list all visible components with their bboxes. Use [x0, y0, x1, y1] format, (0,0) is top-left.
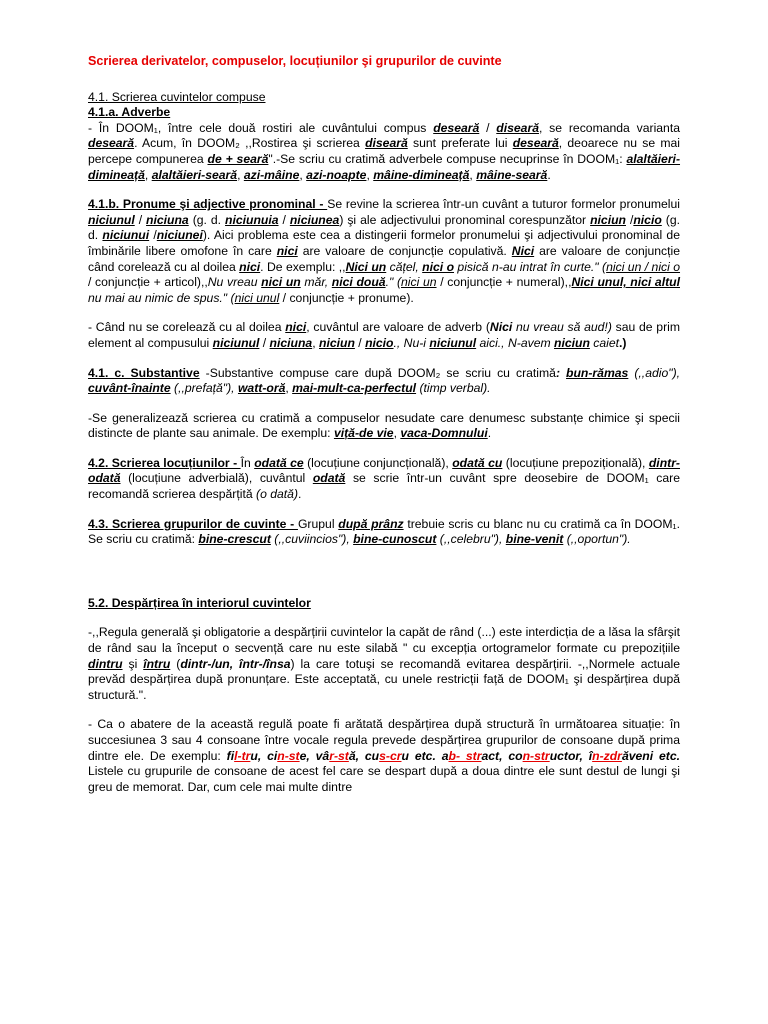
- text-span: sunt preferate lui: [407, 136, 513, 151]
- text-span: ,: [237, 167, 244, 182]
- text-span: n-st: [277, 748, 300, 763]
- text-span: - Când nu se corelează cu al doilea: [88, 320, 286, 335]
- text-span: (o dată): [256, 487, 299, 502]
- text-span: niciunuia: [225, 212, 279, 227]
- text-span: (locuțiune adverbială), cuvântul: [120, 471, 313, 486]
- text-span: Nici un: [345, 259, 387, 274]
- text-span: Grupul: [297, 516, 339, 531]
- text-span: măr,: [300, 275, 332, 290]
- text-span: dintru: [88, 656, 123, 671]
- text-span: azi-noapte: [306, 167, 367, 182]
- text-span: diseară: [365, 136, 408, 151]
- text-span: Se revine la scrierea într-un cuvânt a tuturor formelor pronumelui: [327, 197, 680, 212]
- section-heading-4-1: [88, 90, 680, 106]
- subsection-heading-4-1-b: 4.1.b. Pronume şi adjective pronominal -: [88, 197, 328, 212]
- text-span: (,,oportun").: [563, 532, 631, 547]
- text-span: nu vreau să aud!): [512, 320, 612, 335]
- text-span: -Substantive compuse care după DOOM₂ se scriu cu cratimă: [199, 365, 556, 380]
- text-span: niciuna: [146, 212, 189, 227]
- text-span: (,,adio"),: [628, 365, 681, 380]
- text-span: niciunul: [88, 212, 135, 227]
- subsection-heading-text: 4.1.a. Adverbe: [88, 105, 171, 120]
- text-span: .: [298, 487, 302, 502]
- text-span: viță-de vie: [333, 426, 394, 441]
- text-span: cu: [364, 748, 380, 763]
- text-span: n-zdr: [592, 748, 622, 763]
- paragraph-adverb-nici: [88, 320, 680, 351]
- text-span: /: [134, 212, 147, 227]
- text-span: niciunea: [289, 212, 340, 227]
- text-span: niciuna: [269, 335, 313, 350]
- text-span: odată: [312, 471, 346, 486]
- text-span: ă: [348, 748, 356, 763]
- text-span: vâ: [315, 748, 330, 763]
- text-span: bine-venit: [505, 532, 564, 547]
- text-span: ). Aici problema este cea a distingerii formelor pronumelui şi adjectivului pronominal de îmbinările libere omofone în care: [88, 228, 680, 258]
- text-span: / conjuncție + articol),,: [88, 275, 208, 290]
- text-span: dintr-/un, într-/însa: [180, 656, 291, 671]
- text-span: deseară: [512, 136, 559, 151]
- text-span: Listele cu grupurile de consoane de acest fel care se despart după a doua dintre ele sunt destul de lungi şi greu de memorat. Dar, cum cele mai multe dintre: [88, 764, 680, 794]
- text-span: etc.: [653, 748, 680, 763]
- text-span: ) la care totuşi se recomandă evitarea despărțirii. -,,Normele actuale prevăd despărțirea după pronunțare. Este acceptată, cu unele restricții față de DOOM₁ şi despărțirea după structură.".: [88, 656, 680, 702]
- text-span: cățel,: [386, 259, 423, 274]
- text-span: are valoare de conjuncție când corelează cu al doilea: [88, 243, 680, 274]
- text-span: . De exemplu: ,,: [260, 259, 346, 274]
- text-span: niciunul: [212, 335, 260, 350]
- text-span: ) şi ale adjectivului pronominal corespunzător: [339, 212, 591, 227]
- text-span: ,: [144, 167, 152, 182]
- text-span: mâine-dimineață: [373, 167, 470, 182]
- section-heading-text: 4.1. Scrierea cuvintelor compuse: [88, 89, 266, 104]
- subsection-heading-4-1-c: 4.1. c. Substantive: [88, 365, 200, 380]
- paragraph-adverbe: [88, 121, 680, 183]
- text-span: ,: [299, 167, 307, 182]
- paragraph-substantive: [88, 366, 680, 397]
- text-span: nici o: [422, 259, 455, 274]
- text-span: co: [508, 748, 523, 763]
- paragraph-regula-generala: [88, 625, 680, 703]
- text-span: sau de prim element al compusului: [88, 320, 680, 350]
- text-span: ,: [579, 748, 589, 763]
- text-span: nicio: [633, 212, 662, 227]
- text-span: se scrie într-un cuvânt spre deosebire de DOOM₁ care recomandă scrierea despărțită: [88, 471, 680, 502]
- text-span: fi: [226, 748, 235, 763]
- text-span: n-str: [522, 748, 550, 763]
- text-span: mâine-seară: [476, 167, 548, 182]
- text-span: niciun: [554, 335, 590, 350]
- text-span: , deoarece nu se mai percepe compunerea: [88, 136, 680, 166]
- text-span: î: [588, 748, 593, 763]
- text-span: odată ce: [254, 455, 304, 470]
- text-span: ., Nu-i: [393, 335, 430, 350]
- text-span: trebuie scris cu blanc nu cu cratimă ca în DOOM₁. Se scriu cu cratimă:: [88, 516, 680, 547]
- text-span: Nu vreau: [207, 275, 262, 290]
- text-span: deseară: [433, 120, 480, 135]
- text-span: nici unul: [234, 290, 280, 305]
- paragraph-pronume: [88, 197, 680, 306]
- text-span: /: [259, 335, 270, 350]
- text-span: uctor: [549, 748, 580, 763]
- text-span: / conjuncție + numeral),,: [436, 275, 572, 290]
- text-span: ,: [257, 748, 268, 763]
- text-span: Nici unul, nici altul: [571, 275, 680, 290]
- text-span: - În DOOM₁, între cele două rostiri ale cuvântului compus: [88, 120, 434, 135]
- text-span: niciunei: [156, 228, 203, 243]
- text-span: r-st: [329, 748, 349, 763]
- text-span: ,: [285, 381, 293, 396]
- text-span: ,: [393, 426, 401, 441]
- text-span: ,: [499, 748, 509, 763]
- text-span: are valoare de conjuncție copulativă.: [297, 243, 512, 258]
- text-span: l-tr: [234, 748, 251, 763]
- text-span: ,: [312, 335, 319, 350]
- text-span: nici: [239, 259, 261, 274]
- text-span: act: [481, 748, 500, 763]
- text-span: .: [487, 426, 492, 441]
- text-span: nici: [276, 243, 298, 258]
- text-span: Nici: [511, 243, 535, 258]
- text-span: de + seară: [207, 151, 269, 166]
- text-span: (g. d.: [88, 212, 680, 243]
- text-span: , cuvântul are valoare de adverb (: [306, 320, 490, 335]
- text-span: -Se generalizează scrierea cu cratimă a compuselor nesudate care denumesc substanțe chimice şi specii distincte de plante sau animale. De exemplu:: [88, 410, 680, 441]
- section-heading-5-2: [88, 596, 680, 612]
- text-span: ăveni: [621, 748, 654, 763]
- text-span: nici un / nici o: [606, 259, 681, 274]
- text-span: (timp verbal).: [416, 381, 491, 396]
- text-span: odată cu: [452, 455, 503, 470]
- text-span: u: [401, 748, 409, 763]
- text-span: (locuțiune conjuncțională),: [303, 455, 453, 470]
- text-span: /: [149, 228, 157, 243]
- text-span: (,,celebru"),: [436, 532, 506, 547]
- text-span: etc.: [408, 748, 442, 763]
- text-span: /: [278, 212, 290, 227]
- text-span: -,,Regula generală şi obligatorie a despărțirii cuvintelor la capăt de rând (...) este interdicția de a lăsa la sfârşit de rând sau la început o secvență care nu este silabă " cu excepția ortogramelor formate cu prepozițiile: [88, 625, 680, 656]
- text-span: ci: [267, 748, 278, 763]
- text-span: Nici: [489, 320, 513, 335]
- paragraph-grupuri-cuvinte: [88, 517, 680, 548]
- text-span: ,: [366, 167, 374, 182]
- text-span: diseară: [496, 120, 539, 135]
- text-span: alaltăieri-dimineață: [88, 151, 681, 182]
- text-span: întru: [143, 656, 171, 671]
- text-span: b- str: [448, 748, 482, 763]
- text-span: watt-oră: [237, 381, 286, 396]
- text-span: bun-rămas: [566, 365, 629, 380]
- text-span: :: [555, 365, 567, 380]
- text-span: /: [354, 335, 366, 350]
- text-span: /: [479, 120, 497, 135]
- text-span: niciunui: [102, 228, 150, 243]
- text-span: pisică n-au intrat în curte." (: [454, 259, 607, 274]
- text-span: bine-crescut: [198, 532, 271, 547]
- text-span: - Ca o abatere de la această regulă poate fi arătată despărțirea după structură în următoarea situație: în succesiunea 3 sau 4 consoane între vocale regula prevede despărțirea grupurilor de consoane după prima dintre ele. De exemplu:: [88, 717, 680, 763]
- text-span: (,,cuviincios"),: [270, 532, 354, 547]
- text-span: vaca-Domnului: [400, 426, 488, 441]
- paragraph-abatere: [88, 717, 680, 795]
- text-span: s-cr: [379, 748, 402, 763]
- text-span: (g. d.: [188, 212, 226, 227]
- section-heading-4-3: 4.3. Scrierea grupurilor de cuvinte -: [88, 516, 298, 531]
- text-span: u: [250, 748, 258, 763]
- text-span: nici un: [401, 275, 437, 290]
- section-heading-text: 5.2. Despărțirea în interiorul cuvintelor: [88, 595, 311, 610]
- text-span: niciunul: [429, 335, 477, 350]
- text-span: / conjuncție + pronume).: [279, 290, 414, 305]
- text-span: dintr-odată: [88, 455, 680, 486]
- text-span: ,: [306, 748, 316, 763]
- text-span: /: [625, 212, 634, 227]
- text-span: e: [299, 748, 307, 763]
- text-span: a: [441, 748, 449, 763]
- subsection-heading-4-1-a: [88, 105, 680, 121]
- text-span: În: [240, 455, 255, 470]
- text-span: niciun: [590, 212, 626, 227]
- text-span: ." (: [385, 275, 402, 290]
- text-span: nici: [285, 320, 307, 335]
- paragraph-locutiuni: [88, 456, 680, 503]
- text-span: nu mai au nimic de spus." (: [88, 290, 235, 305]
- text-span: .: [547, 167, 551, 182]
- text-span: şi: [122, 656, 144, 671]
- text-span: nici un: [261, 275, 301, 290]
- paragraph-substante-chimice: [88, 411, 680, 442]
- text-span: .): [619, 335, 627, 350]
- text-span: , se recomanda varianta: [538, 120, 681, 135]
- text-span: (locuțiune prepozițională),: [502, 455, 649, 470]
- text-span: mai-mult-ca-perfectul: [292, 381, 417, 396]
- text-span: după prânz: [338, 516, 404, 531]
- text-span: cuvânt-înainte: [88, 381, 171, 396]
- text-span: . Acum, în DOOM₂ ,,Rostirea şi scrierea: [134, 136, 366, 151]
- text-span: ,: [355, 748, 365, 763]
- text-span: (: [170, 656, 181, 671]
- text-span: deseară: [88, 136, 135, 151]
- text-span: caiet: [589, 335, 620, 350]
- text-span: nici două: [331, 275, 386, 290]
- text-span: aici., N-avem: [476, 335, 555, 350]
- document-title: Scrierea derivatelor, compuselor, locuțiunilor şi grupurilor de cuvinte: [88, 54, 502, 68]
- document-page: [88, 54, 680, 809]
- text-span: (,,prefață"),: [170, 381, 238, 396]
- section-heading-4-2: 4.2. Scrierea locuțiunilor -: [88, 455, 241, 470]
- text-span: ,: [469, 167, 477, 182]
- text-span: alaltăieri-seară: [151, 167, 238, 182]
- text-span: ".-Se scriu cu cratimă adverbele compuse necuprinse în DOOM₁:: [268, 151, 627, 166]
- text-span: niciun: [319, 335, 355, 350]
- text-span: azi-mâine: [243, 167, 300, 182]
- text-span: bine-cunoscut: [353, 532, 437, 547]
- text-span: nicio: [365, 335, 394, 350]
